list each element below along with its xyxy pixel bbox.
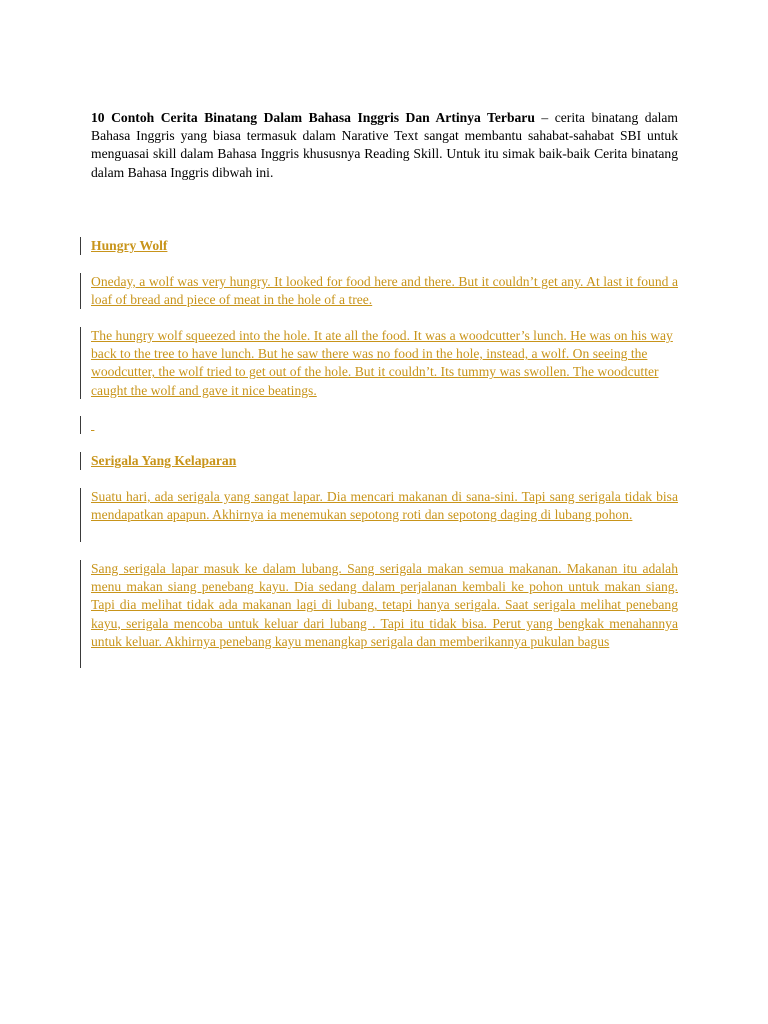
- change-bar: [80, 488, 81, 542]
- change-bar: [80, 273, 81, 309]
- change-bar: [80, 452, 81, 470]
- story-id-paragraph-1: Suatu hari, ada serigala yang sangat lapar. Dia mencari makanan di sana-sini. Tapi sang serigala tidak bisa mendapatkan apapun. Akhirnya ia menemukan sepotong roti dan sepotong daging di lubang pohon.: [91, 489, 678, 523]
- story-id-paragraph-2: Sang serigala lapar masuk ke dalam lubang. Sang serigala makan semua makanan. Makanan itu adalah menu makan siang penebang kayu. Dia sedang dalam perjalanan kembali ke pohon untuk makan siang. Tapi dia melihat tidak ada makanan lagi di lubang, tetapi hanya serigala. Saat serigala melihat penebang kayu, serigala mencoba untuk keluar dari lubang . Tapi itu tidak bisa. Perut yang bengkak menahannya untuk keluar. Akhirnya penebang kayu menangkap serigala dan memberikannya pukulan bagus: [91, 561, 678, 649]
- change-bar: [80, 327, 81, 399]
- story-en-paragraph-2: The hungry wolf squeezed into the hole. It ate all the food. It was a woodcutter’s lunch. He was on his way back to the tree to have lunch. But he saw there was no food in the hole, instead, a wolf. On seeing the woodcutter, the wolf tried to get out of the hole. But it couldn’t. Its tummy was swollen. The woodcutter caught the wolf and gave it nice beatings.: [91, 328, 673, 398]
- story-id-title: Serigala Yang Kelaparan: [91, 453, 237, 468]
- spacer-paragraph: [91, 416, 678, 434]
- intro-paragraph: [91, 109, 678, 182]
- story-en-paragraph-1: Oneday, a wolf was very hungry. It looked for food here and there. But it couldn’t get any. At last it found a loaf of bread and piece of meat in the hole of a tree.: [91, 274, 678, 308]
- intro-title: 10 Contoh Cerita Binatang Dalam Bahasa Inggris Dan Artinya Terbaru: [91, 110, 535, 125]
- intro-body: – cerita binatang dalam Bahasa Inggris yang biasa termasuk dalam Narative Text sangat membantu sahabat-sahabat SBI untuk menguasai skill dalam Bahasa Inggris khususnya Reading Skill. Untuk itu simak baik-baik Cerita binatang dalam Bahasa Inggris dibwah ini.: [91, 110, 678, 180]
- story-en-title: Hungry Wolf: [91, 238, 168, 253]
- change-bar: [80, 416, 81, 434]
- change-bar: [80, 237, 81, 255]
- change-bar: [80, 560, 81, 668]
